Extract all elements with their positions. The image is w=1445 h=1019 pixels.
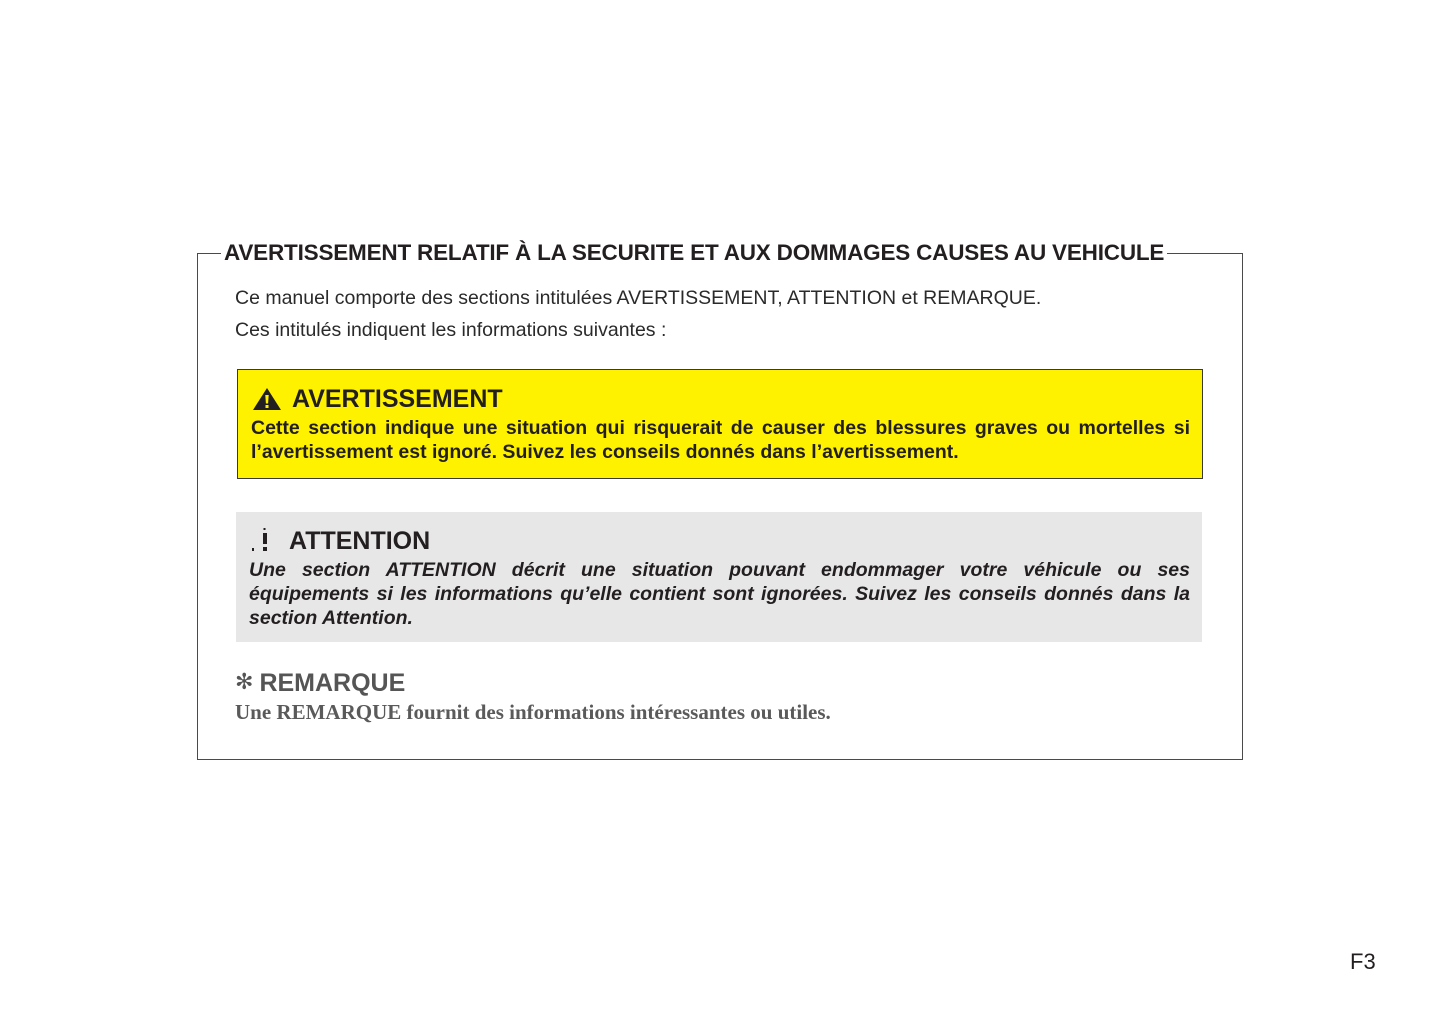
warning-triangle-icon: [252, 387, 282, 411]
section-title: AVERTISSEMENT RELATIF À LA SECURITE ET AUX DOMMAGES CAUSES AU VEHICULE: [221, 238, 1167, 268]
caution-title: ATTENTION: [289, 527, 431, 555]
intro-line-2: Ces intitulés indiquent les informations suivantes :: [235, 319, 667, 341]
page-number: F3: [1350, 949, 1376, 974]
caution-header: [250, 525, 430, 557]
warning-box: [237, 369, 1203, 479]
warning-title: AVERTISSEMENT: [292, 385, 503, 413]
intro-line-1: Ce manuel comporte des sections intitulées AVERTISSEMENT, ATTENTION et REMARQUE.: [235, 287, 1042, 309]
asterisk-icon: ✻: [235, 670, 254, 695]
caution-box: [236, 512, 1202, 642]
note-header: [235, 668, 405, 698]
note-title: REMARQUE: [259, 669, 406, 697]
warning-header: [252, 384, 503, 414]
caution-text: Une section ATTENTION décrit une situation pouvant endommager votre véhicule ou ses équipements si les informations qu’elle contient sont ignorées. Suivez les conseils donnés dans la section Attention.: [249, 559, 1190, 629]
note-text: Une REMARQUE fournit des informations intéressantes ou utiles.: [235, 700, 831, 724]
exclamation-icon: [250, 527, 276, 555]
warning-text: Cette section indique une situation qui risquerait de causer des blessures graves ou mortelles si l’avertissement est ignoré. Suivez les conseils donnés dans l’avertissement.: [251, 417, 1190, 463]
